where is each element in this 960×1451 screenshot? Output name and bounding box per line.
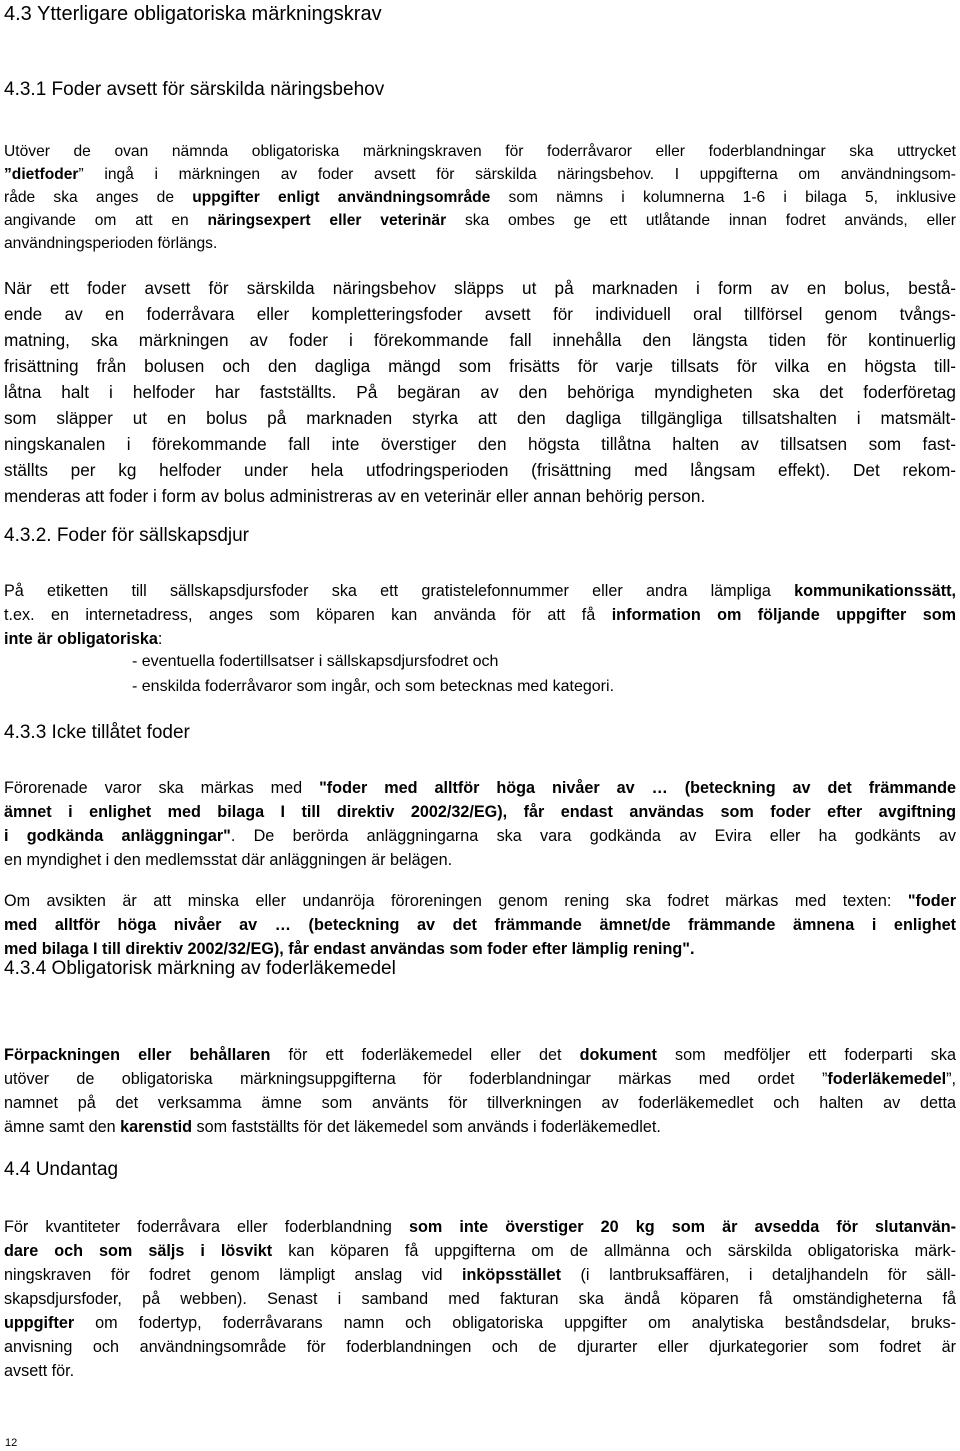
page-number: 12 xyxy=(5,1437,18,1449)
text-line: t.ex. en internetadress, anges som köparen kan använda för att få information om följande uppgifter som xyxy=(4,606,956,624)
text-line: som släpper ut en bolus på marknaden styrka att den dagliga tillgängliga tillsatshalten i matsmält- xyxy=(4,408,956,428)
heading-4-3: 4.3 Ytterligare obligatoriska märkningskrav xyxy=(4,3,382,25)
text-line: i godkända anläggningar". De berörda anläggningarna ska vara godkända av Evira eller ha godkänts av xyxy=(4,827,956,845)
bold-text: som inte överstiger 20 kg som är avsedda för slutanvän- xyxy=(408,1218,957,1236)
text-line: användningsperioden förlängs. xyxy=(4,235,218,252)
bold-text: "foder med alltför höga nivåer av … (beteckning av det främmande xyxy=(319,779,957,797)
bold-text: information om följande uppgifter som xyxy=(611,606,956,624)
text-line: ningskanalen i förekommande fall inte överstiger den högsta tillåtna halten av tillsatsen som fast- xyxy=(4,434,956,454)
text-line: När ett foder avsett för särskilda näringsbehov släpps ut på marknaden i form av en bolus, bestå- xyxy=(4,278,956,298)
bold-text: foderläkemedel xyxy=(827,1070,947,1088)
heading-4-3-1: 4.3.1 Foder avsett för särskilda näringsbehov xyxy=(4,79,385,100)
text-line xyxy=(4,800,956,824)
bold-text: näringsexpert eller veterinär xyxy=(207,212,447,229)
bold-text: ämnet i enlighet med bilaga I till direktiv 2002/32/EG), får endast användas som foder efter avgiftning xyxy=(4,803,956,821)
paragraph-dietfoder xyxy=(4,140,956,255)
bold-text: dare och som säljs i lösvikt xyxy=(4,1242,273,1260)
text-line: angivande om att en näringsexpert eller veterinär ska ombes ge ett utlåtande innan fodret används, eller xyxy=(4,212,956,229)
bold-text: inköpsstället xyxy=(462,1266,561,1284)
text-line: anvisning och användningsområde för foderblandningen och de djurarter eller djurkategorier som fodret är xyxy=(4,1338,956,1356)
text-line: en myndighet i den medlemsstat där anläggningen är belägen. xyxy=(4,851,453,869)
heading-4-3-4: 4.3.4 Obligatorisk märkning av foderläkemedel xyxy=(4,958,396,979)
paragraph-fororenade xyxy=(4,776,956,872)
text-line: uppgifter om fodertyp, foderråvarans namn och obligatoriska uppgifter om analytiska beståndsdelar, bruks- xyxy=(4,1314,956,1332)
text-line: namnet på det verksamma ämne som använts för tillverkningen av foderläkemedlet och halten av detta xyxy=(4,1094,956,1112)
bold-text: Förpackningen eller behållaren xyxy=(4,1046,271,1064)
text-line: frisättning från bolusen och den dagliga mängd som frisätts för varje tillsats för vilka en högsta till- xyxy=(4,356,956,376)
text-line: ende av en foderråvara eller kompletteringsfoder avsett för individuell oral tillförsel genom tvångs- xyxy=(4,304,956,324)
paragraph-sallskapsdjur xyxy=(4,579,956,651)
bold-text: kommunikationssätt, xyxy=(794,582,956,600)
text-line: menderas att foder i form av bolus administreras av en veterinär eller annan behörig person. xyxy=(4,486,706,506)
paragraph-undantag xyxy=(4,1215,956,1383)
bold-text: dokument xyxy=(579,1046,657,1064)
text-line: råde ska anges de uppgifter enligt användningsområde som nämns i kolumnerna 1-6 i bilaga 5, inklusive xyxy=(4,189,956,206)
text-line: På etiketten till sällskapsdjursfoder ska ett gratistelefonnummer eller andra lämpliga kommunikationssätt, xyxy=(4,582,956,600)
text-line: ställts per kg helfoder under hela utfodringsperioden (frisättning med långsam effekt). Det rekom- xyxy=(4,460,956,480)
text-line: skapsdjursfoder, på webben). Senast i samband med fakturan ska ändå köparen få omständigheterna få xyxy=(4,1290,956,1308)
bold-text: med alltför höga nivåer av … (beteckning av det främmande ämnet/de främmande ämnena i enlighet xyxy=(4,916,956,934)
text-line: ningskraven för fodret genom lämpligt anslag vid inköpsstället (i lantbruksaffären, i detaljhandeln för säll- xyxy=(4,1266,957,1284)
list-item: - enskilda foderråvaror som ingår, och som betecknas med kategori. xyxy=(132,678,615,695)
bold-text: "foder xyxy=(907,892,956,910)
bold-text: i godkända anläggningar" xyxy=(4,827,231,845)
paragraph-rening xyxy=(4,889,956,961)
bold-text: karenstid xyxy=(120,1118,193,1136)
text-line: avsett för. xyxy=(4,1362,75,1380)
bold-text: med bilaga I till direktiv 2002/32/EG), får endast användas som foder efter lämplig rening". xyxy=(4,940,695,958)
bold-text: uppgifter xyxy=(4,1314,75,1332)
paragraph-bolus xyxy=(4,275,956,509)
heading-4-4: 4.4 Undantag xyxy=(4,1159,119,1180)
text-line: utöver de obligatoriska märkningsuppgifterna för foderblandningar märkas med ordet ”foderläkemedel”, xyxy=(4,1070,956,1088)
text-line xyxy=(4,913,956,937)
text-line: Förorenade varor ska märkas med "foder med alltför höga nivåer av … (beteckning av det främmande xyxy=(4,779,957,797)
text-line: Utöver de ovan nämnda obligatoriska märkningskraven för foderråvaror eller foderblandningar ska uttrycket xyxy=(4,143,956,160)
text-line: Om avsikten är att minska eller undanröja föroreningen genom rening ska fodret märkas med texten: "foder xyxy=(4,892,956,910)
text-line: Förpackningen eller behållaren för ett foderläkemedel eller det dokument som medföljer ett foderparti ska xyxy=(4,1046,957,1064)
text-line: dare och som säljs i lösvikt kan köparen få uppgifterna om de allmänna och särskilda obligatoriska märk- xyxy=(4,1242,956,1260)
text-line: ”dietfoder” ingå i märkningen av foder avsett för särskilda näringsbehov. I uppgifterna om användningsom- xyxy=(4,166,956,183)
bold-text: ”dietfoder xyxy=(4,166,79,183)
bold-text: inte är obligatoriska xyxy=(4,630,158,648)
text-line: låtna halt i helfoder har fastställts. På begäran av den behöriga myndigheten ska det foderföretag xyxy=(4,382,956,402)
text-line: inte är obligatoriska: xyxy=(4,630,163,648)
paragraph-foderlakemedel xyxy=(4,1043,956,1139)
heading-4-3-2: 4.3.2. Foder för sällskapsdjur xyxy=(4,525,250,546)
heading-4-3-3: 4.3.3 Icke tillåtet foder xyxy=(4,722,190,743)
list-item: - eventuella fodertillsatser i sällskapsdjursfodret och xyxy=(132,653,499,670)
text-line: ämne samt den karenstid som fastställts för det läkemedel som används i foderläkemedlet. xyxy=(4,1118,661,1136)
text-line: matning, ska märkningen av foder i förekommande fall innehålla den längsta tiden för kontinuerlig xyxy=(4,330,956,350)
bold-text: uppgifter enligt användningsområde xyxy=(192,189,491,206)
text-line: För kvantiteter foderråvara eller foderblandning som inte överstiger 20 kg som är avsedda för slutanvän- xyxy=(4,1218,957,1236)
